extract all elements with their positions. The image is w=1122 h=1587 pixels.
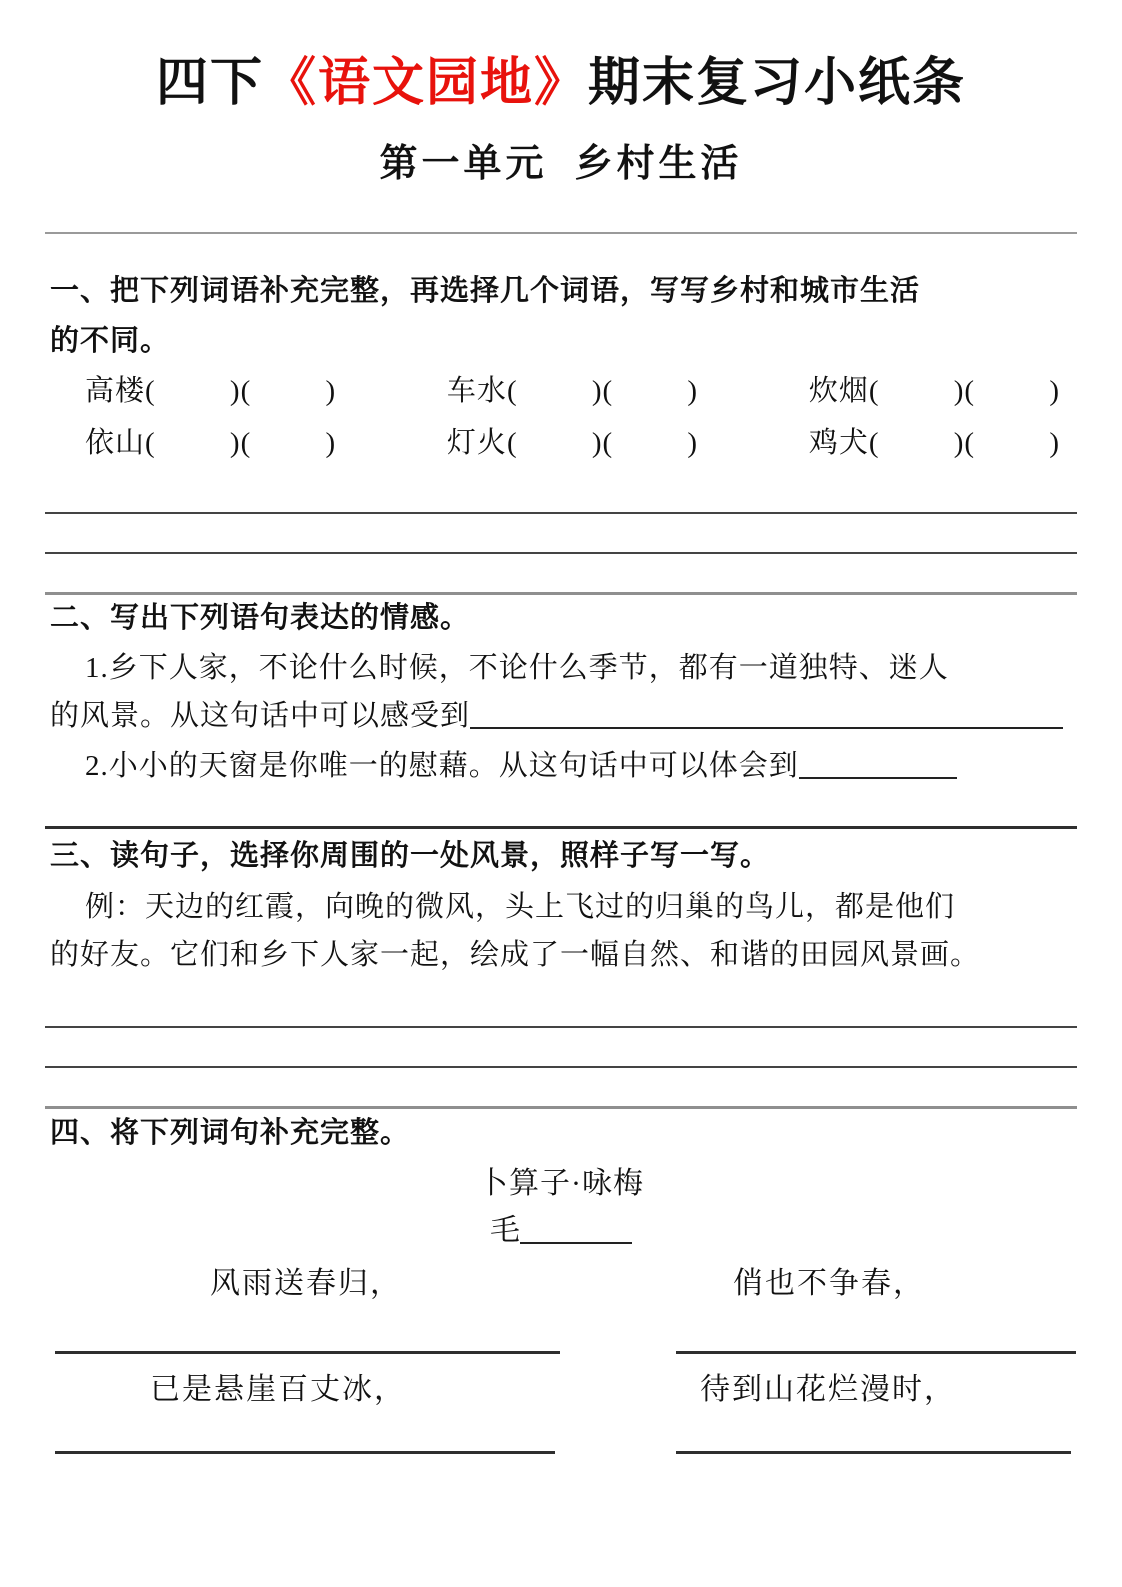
poem-line-2-right: 待到山花烂漫时， — [700, 1373, 956, 1406]
word-item — [809, 368, 1060, 409]
answer-line — [45, 826, 1077, 829]
answer-line — [45, 1066, 1077, 1068]
answer-line — [55, 1351, 560, 1354]
poem-author-row — [0, 1205, 1122, 1249]
poem-title: 卜算子·咏梅 — [478, 1167, 644, 1200]
section-divider — [45, 232, 1077, 234]
word-blanks: ( )( ) — [145, 375, 337, 407]
title-prefix: 四下 — [155, 55, 264, 112]
word-stem: 依山 — [85, 427, 146, 459]
unit-subtitle: 第一单元 乡村生活 — [379, 143, 743, 185]
word-row-1 — [85, 368, 1060, 409]
sentence1-line2-row — [50, 693, 1063, 734]
section1-heading-line2: 的不同。 — [50, 325, 171, 357]
word-item — [85, 420, 336, 461]
word-stem: 炊烟 — [808, 375, 869, 407]
word-item — [447, 420, 698, 461]
word-item — [447, 368, 698, 409]
word-item — [809, 420, 1060, 461]
word-stem: 车水 — [446, 375, 507, 407]
word-stem: 鸡犬 — [808, 427, 869, 459]
page-title — [0, 40, 1122, 115]
word-blanks: ( )( ) — [868, 427, 1060, 459]
poem-line-1-left: 风雨送春归， — [210, 1267, 402, 1300]
section3-heading: 三、读句子，选择你周围的一处风景，照样子写一写。 — [50, 840, 771, 872]
answer-line — [676, 1351, 1076, 1354]
title-highlight: 《语文园地》 — [263, 55, 588, 112]
word-blanks: ( )( ) — [145, 427, 337, 459]
inline-blank-line — [470, 727, 1063, 729]
inline-blank-line — [799, 777, 957, 779]
answer-line — [45, 552, 1077, 554]
word-stem: 灯火 — [446, 427, 507, 459]
answer-line — [55, 1451, 555, 1454]
example-line2: 的好友。它们和乡下人家一起，绘成了一幅自然、和谐的田园风景画。 — [50, 939, 981, 971]
title-suffix: 期末复习小纸条 — [588, 55, 967, 112]
sentence2-text: 2.小小的天窗是你唯一的慰藉。从这句话中可以体会到 — [85, 750, 799, 782]
section1-heading-line1: 一、把下列词语补充完整，再选择几个词语，写写乡村和城市生活 — [50, 275, 921, 307]
poem-line-1-right: 俏也不争春， — [733, 1267, 925, 1300]
word-blanks: ( )( ) — [868, 375, 1060, 407]
section4-heading: 四、将下列词句补充完整。 — [50, 1117, 411, 1149]
answer-line — [45, 1026, 1077, 1028]
word-row-2 — [85, 420, 1060, 461]
answer-line — [45, 512, 1077, 514]
author-blank-line — [520, 1242, 632, 1244]
answer-line — [676, 1451, 1071, 1454]
poem-line-2-left: 已是悬崖百丈冰， — [150, 1373, 406, 1406]
section2-heading: 二、写出下列语句表达的情感。 — [50, 602, 471, 634]
poem-author-prefix: 毛 — [490, 1214, 520, 1247]
word-item — [85, 368, 336, 409]
word-blanks: ( )( ) — [506, 427, 699, 459]
sentence1-line2: 的风景。从这句话中可以感受到 — [50, 700, 471, 732]
word-blanks: ( )( ) — [506, 375, 699, 407]
word-stem: 高楼 — [85, 375, 146, 407]
section-divider — [45, 1106, 1077, 1109]
example-line1: 例：天边的红霞，向晚的微风，头上飞过的归巢的鸟儿，都是他们 — [85, 891, 956, 923]
sentence2-row — [85, 743, 957, 784]
sentence1-line1: 1.乡下人家，不论什么时候，不论什么季节，都有一道独特、迷人 — [85, 652, 949, 684]
